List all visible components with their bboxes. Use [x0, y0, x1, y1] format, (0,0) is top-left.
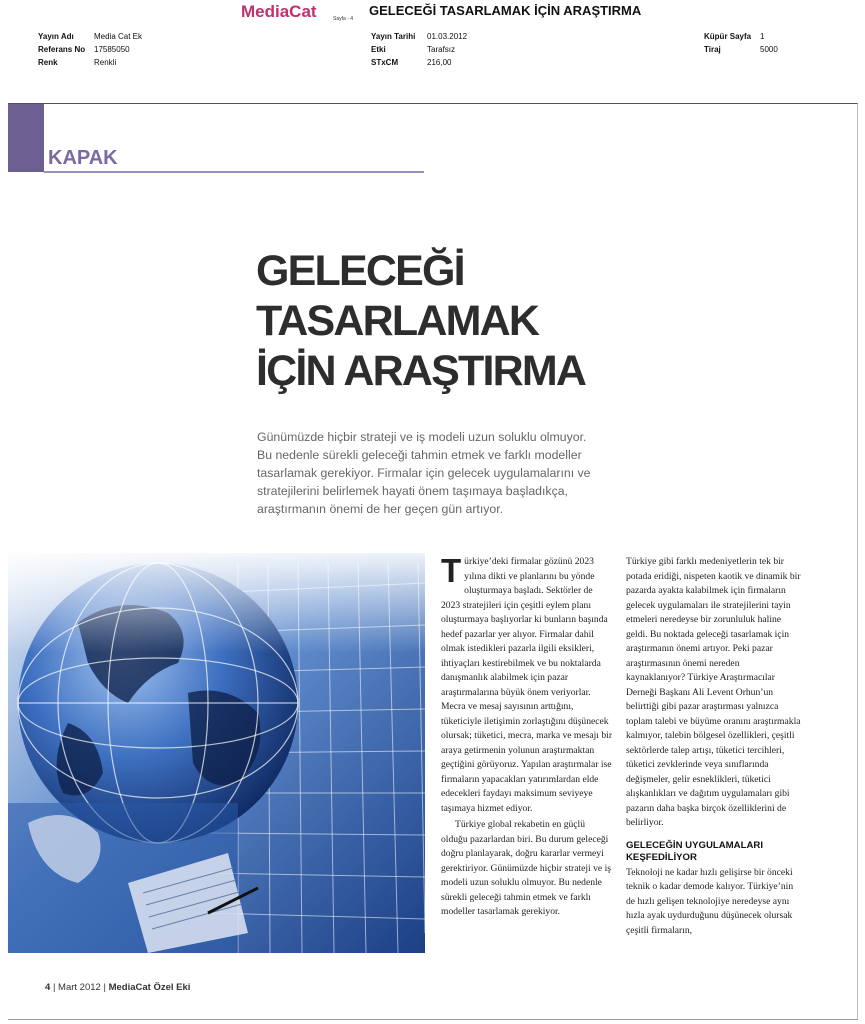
- meta-value: 1: [760, 32, 765, 41]
- paragraph: [441, 552, 613, 816]
- section-label: KAPAK: [48, 147, 118, 169]
- subheading: GELECEĞİN UYGULAMALARI KEŞFEDİLİYOR: [626, 839, 763, 863]
- meta-label: Yayın Tarihi: [371, 32, 416, 41]
- meta-label: Etki: [371, 45, 386, 54]
- meta-value: Renkli: [94, 58, 117, 67]
- globe-illustration: [8, 553, 425, 953]
- globe-image: [8, 553, 425, 953]
- section-divider: [44, 171, 424, 173]
- meta-label: Küpür Sayfa: [704, 32, 752, 41]
- title-line: İÇİN ARAŞTIRMA: [256, 347, 586, 395]
- footer-date: Mart 2012: [58, 982, 101, 993]
- drop-cap: T: [441, 552, 462, 589]
- meta-label: STxCM: [371, 58, 399, 67]
- footer-separator: |: [52, 982, 59, 993]
- footer-publication: MediaCat Özel Eki: [108, 982, 191, 993]
- meta-label: Referans No: [38, 45, 86, 54]
- article-column-1: [441, 552, 613, 920]
- section-color-block: [8, 104, 44, 172]
- article-column-2: [626, 555, 801, 938]
- meta-value: Tarafsız: [427, 45, 456, 54]
- title-line: TASARLAMAK: [256, 297, 539, 345]
- meta-value: 216,00: [427, 58, 452, 67]
- meta-value: 17585050: [94, 45, 130, 54]
- page-number: 4: [45, 982, 51, 993]
- clipping-headline: GELECEĞİ TASARLAMAK İÇİN ARAŞTIRMA: [369, 3, 642, 18]
- meta-right: [704, 30, 778, 56]
- paragraph: Türkiye gibi farklı medeniyetlerin tek bir potada eridiği, nispeten kaotik ve dinamik bir pazarda ayakta kalabilmek için firmaların gelecek uygulamaları ile stratejilerini tayin etmeleri neredeyse bir zorunluluk haline geldi. Bu noktada geleceği tasarlamak için araştırmanın önemi artıyor. Peki pazar araştırmasının önemi nereden kaynaklanıyor? Türkiye Araştırmacılar Derneği Başkanı Ali Levent Orhun’un belirttiği gibi pazar araştırması yalnızca toplam talebi ve büyüme oranını araştırmakla kalmıyor, talebin bölgesel özellikleri, çeşitli sektörlerde talep artışı, tüketici tercihleri, tüketici zevklerinde veya sınıflarında değişmeler, gelir esneklikleri, tüketici alışkanlıkları ve dağıtım uygulamaları gibi pazarın daha başka birçok özelliklerini de belirliyor.: [626, 556, 801, 828]
- paragraph: Teknoloji ne kadar hızlı gelişirse bir önceki teknik o kadar demode kalıyor. Türkiye’nin de hızlı gelişen teknolojiye neredeyse aynı hızla ayak uydurduğunu düşünecek olursak çeşitli firmaların,: [626, 866, 794, 936]
- article-title: [256, 246, 616, 396]
- page-reference: Sayfa - 4: [333, 16, 354, 22]
- meta-value: Media Cat Ek: [94, 32, 143, 41]
- meta-left: [38, 30, 142, 69]
- article-lead: Günümüzde hiçbir strateji ve iş modeli uzun soluklu olmuyor. Bu nedenle sürekli geleceği tahmin etmek ve farklı modeller tasarlamak gerekiyor. Firmalar için gelecek uygulamalarını ve stratejilerini belirlemek hayati önem taşımaya başladıkça, araştırmanın önemi de her geçen gün artıyor.: [257, 430, 591, 516]
- meta-value: 01.03.2012: [427, 32, 468, 41]
- paragraph-text: ürkiye’deki firmalar gözünü 2023 yılına dikti ve planlarını bu yönde oluşturmaya başladı. Sektörler de 2023 stratejileri için çeşitli eylem planı oluşturmaya başlıyorlar ki bunların başında hedef pazarlar yer alıyor. Firmalar dahil olmak istedikleri pazarla ilgili eksikleri, ihtiyaçları kestirebilmek ve bu noktalarda danışmanlık alabilmek için pazar araştırmalarına büyük önem veriyorlar. Mecra ve mesaj sayısının arttığını, tüketiciyle iletişimin zorlaştığını düşünecek olursak; tüketici, mecra, marka ve mesajı bir araya getirmenin yolunun araştırmaktan geçtiğini görüyoruz. Yapılan araştırmalar ise firmaların yapacakları yatırımlardan elde edecekleri faydayı maksimum seviyeye taşımaya hizmet ediyor.: [441, 556, 613, 814]
- page-footer: [45, 982, 190, 993]
- title-line: GELECEĞİ: [256, 247, 464, 295]
- footer-separator: |: [103, 982, 109, 993]
- brand-logo: MediaCat: [241, 2, 317, 21]
- meta-label: Tiraj: [704, 45, 721, 54]
- meta-mid: [371, 30, 467, 69]
- meta-label: Yayın Adı: [38, 32, 74, 41]
- paragraph: Türkiye global rekabetin en güçlü olduğu pazarlardan biri. Bu durum geleceği doğru planlayarak, doğru kararlar vermeyi gerektiriyor. Günümüzde hiçbir strateji ve iş modeli uzun soluklu olmuyor. Bu nedenle sürekli geleceği tahmin etmek ve farklı modeller tasarlamak gerekiyor.: [441, 819, 611, 917]
- meta-value: 5000: [760, 45, 778, 54]
- meta-label: Renk: [38, 58, 58, 67]
